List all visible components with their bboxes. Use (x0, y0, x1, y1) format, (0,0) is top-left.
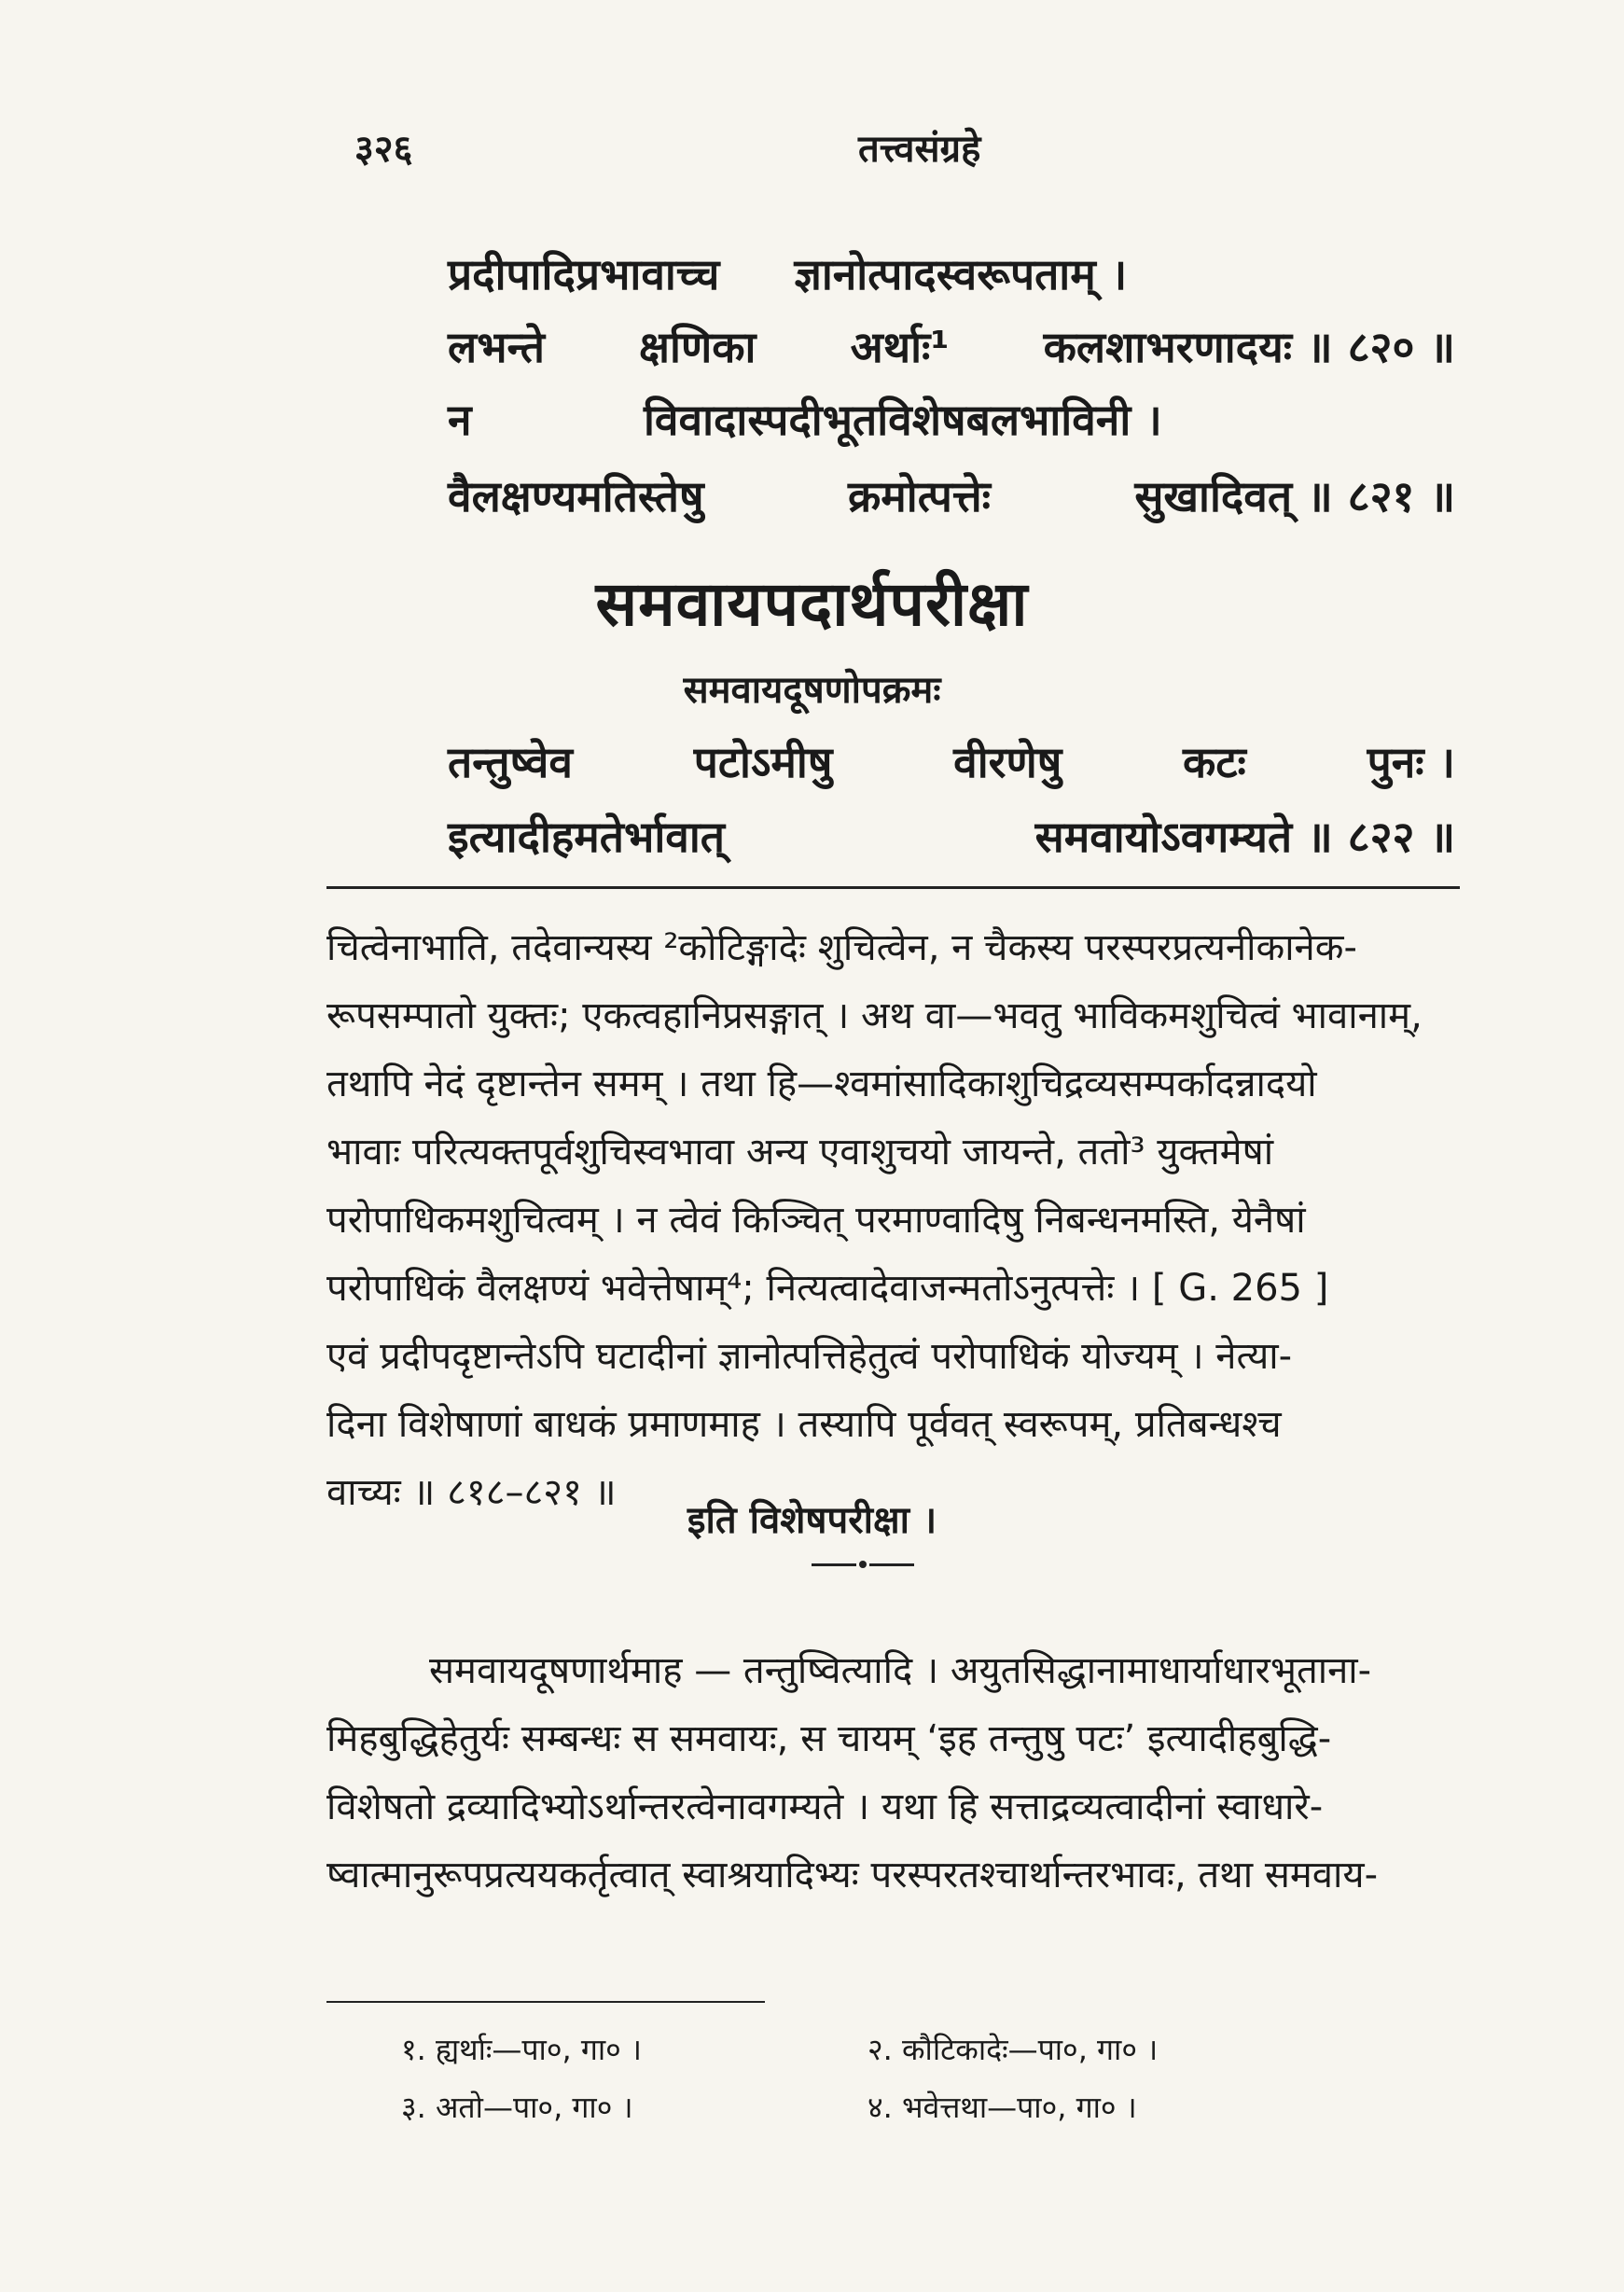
verse-word: तन्तुष्वेव (448, 737, 573, 787)
commentary-line: रूपसम्पातो युक्तः; एकत्वहानिप्रसङ्गात् । अथ वा—भवतु भाविकमशुचित्वं भावानाम्, (326, 994, 1423, 1037)
footnote: ४. भवेत्तथा—पा०, गा० । (868, 2090, 1137, 2125)
verse-word: ज्ञानोत्पादस्वरूपताम् । (794, 249, 1128, 299)
verse-line (448, 732, 1455, 798)
commentary-line: तथापि नेदं दृष्टान्तेन समम् । तथा हि—श्वमांसादिकाशुचिद्रव्यसम्पर्कादन्नादयो (326, 1063, 1317, 1105)
commentary-line: विशेषतो द्रव्यादिभ्योऽर्थान्तरत्वेनावगम्यते । यथा हि सत्ताद्रव्यत्वादीनां स्वाधारे- (326, 1785, 1324, 1828)
verse-word: क्षणिका (639, 322, 756, 372)
footnote-row (401, 2087, 1334, 2145)
verse-word: प्रदीपादिप्रभावाच्च (448, 249, 720, 299)
footnote: ३. अतो—पा०, गा० । (401, 2090, 633, 2125)
verse-word: इत्यादीहमतेर्भावात् (448, 812, 725, 862)
commentary-line: भावाः परित्यक्तपूर्वशुचिस्वभावा अन्य एवाशुचयो जायन्ते, ततो³ युक्तमेषां (326, 1131, 1274, 1174)
verse-word: क्रमोत्पत्तेः (847, 471, 991, 521)
verse-word: लभन्ते (448, 322, 545, 372)
verse-word: न (448, 395, 472, 445)
commentary-block (326, 1637, 1460, 1910)
commentary-line: परोपाधिकं वैलक्षण्यं भवेत्तेषाम्⁴; नित्यत्वादेवाजन्मतोऽनुत्पत्तेः । [ G. 265 ] (326, 1267, 1329, 1310)
ornament-divider (812, 1563, 914, 1566)
verse-line (448, 244, 1455, 310)
footnote-row (401, 2029, 1334, 2087)
section-subtitle: समवायदूषणोपक्रमः (683, 669, 941, 712)
footnotes (401, 2029, 1334, 2145)
verse-word: अर्थाः¹ (850, 322, 950, 372)
footnote-rule (326, 2001, 765, 2003)
verse-word: पुनः । (1367, 737, 1455, 787)
commentary-line: समवायदूषणार्थमाह — तन्तुष्वित्यादि । अयुतसिद्धानामाधार्याधारभूताना- (429, 1649, 1372, 1692)
commentary-line: वाच्यः ॥ ८१८–८२१ ॥ (326, 1471, 617, 1514)
commentary-block (326, 914, 1460, 1527)
verse-word: सुखादिवत् ॥ ८२१ ॥ (1134, 471, 1455, 521)
colophon: इति विशेषपरीक्षा । (687, 1499, 937, 1542)
verse-word: वैलक्षण्यमतिस्तेषु (448, 471, 704, 521)
verse-word: वीरणेषु (953, 737, 1062, 787)
footnote: २. कौटिकादेः—पा०, गा० । (868, 2032, 1159, 2067)
page-number: ३२६ (354, 128, 413, 171)
commentary-line: परोपाधिकमशुचित्वम् । न त्वेवं किञ्चित् परमाण्वादिषु निबन्धनमस्ति, येनैषां (326, 1199, 1306, 1242)
commentary-line: दिना विशेषाणां बाधकं प्रमाणमाह । तस्यापि पूर्ववत् स्वरूपम्, प्रतिबन्धश्च (326, 1403, 1282, 1446)
commentary-line: मिहबुद्धिहेतुर्यः सम्बन्धः स समवायः, स चायम् ‘इह तन्तुषु पटः’ इत्यादीहबुद्धि- (326, 1717, 1332, 1760)
section-title: समवायपदार्थपरीक्षा (595, 568, 1029, 640)
commentary-line: चित्वेनाभाति, तदेवान्यस्य ²कोटिङ्गादेः शुचित्वेन, न चैकस्य परस्परप्रत्यनीकानेक- (326, 926, 1357, 969)
divider-rule (326, 886, 1460, 889)
verse-line (448, 390, 1455, 455)
verse-word: कलशाभरणादयः ॥ ८२० ॥ (1043, 322, 1455, 372)
verse-word: समवायोऽवगम्यते ॥ ८२२ ॥ (1034, 812, 1455, 862)
verse-word: कटः (1183, 737, 1246, 787)
verse-line (448, 807, 1455, 872)
verse-line (448, 317, 1455, 382)
verse-line (448, 466, 1455, 532)
verse-word: विवादास्पदीभूतविशेषबलभाविनी । (644, 395, 1162, 445)
page-header (354, 121, 1427, 177)
verse-word: पटोऽमीषु (693, 737, 833, 787)
commentary-line: एवं प्रदीपदृष्टान्तेऽपि घटादीनां ज्ञानोत्पत्तिहेतुत्वं परोपाधिकं योज्यम् । नेत्या- (326, 1335, 1293, 1378)
commentary-line: ष्वात्मानुरूपप्रत्ययकर्तृत्वात् स्वाश्रयादिभ्यः परस्परतश्चार्थान्तरभावः, तथा समवाय- (326, 1854, 1379, 1896)
running-title: तत्त्वसंग्रहे (858, 128, 981, 171)
footnote: १. ह्यर्थाः—पा०, गा० । (401, 2032, 643, 2067)
